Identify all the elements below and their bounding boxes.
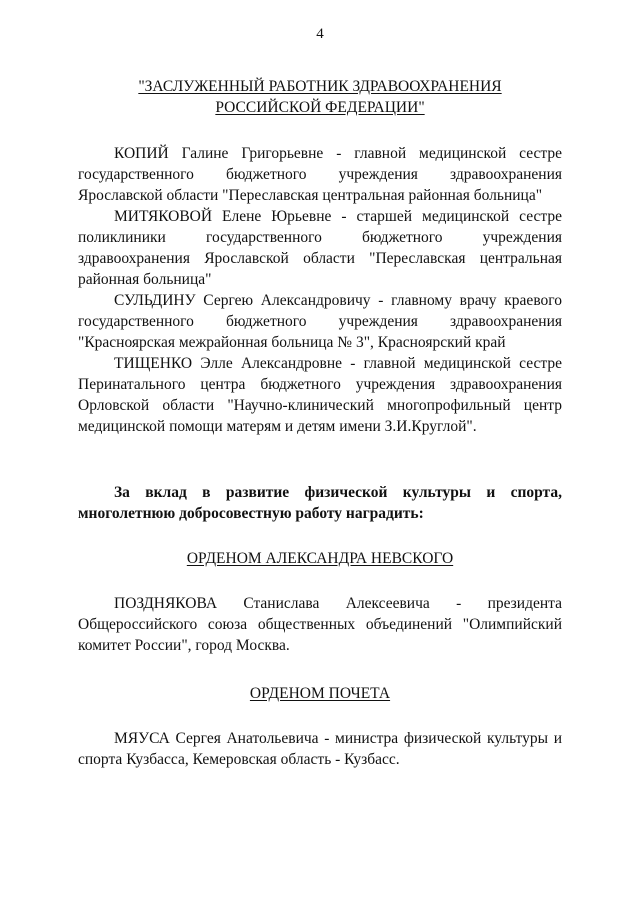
award-entry: МИТЯКОВОЙ Елене Юрьевне - старшей медицинской сестре поликлиники государственного бюджетного учреждения здравоохранения Ярославской области "Переславская центральная районная больница": [78, 208, 562, 288]
section-title-order-nevsky: ОРДЕНОМ АЛЕКСАНДРА НЕВСКОГО: [186, 550, 454, 567]
award-list-health-workers: [78, 143, 562, 437]
section-title-order-honor: ОРДЕНОМ ПОЧЕТА: [249, 685, 391, 702]
award-entry: ПОЗДНЯКОВА Станислава Алексеевича - президента Общероссийского союза общественных объединений "Олимпийский комитет России", город Москва.: [78, 595, 562, 654]
award-list-order-nevsky: [78, 593, 562, 656]
award-list-order-honor: [78, 728, 562, 770]
section-title-line-2: РОССИЙСКОЙ ФЕДЕРАЦИИ": [215, 99, 425, 116]
award-entry: КОПИЙ Галине Григорьевне - главной медицинской сестре государственного бюджетного учреждения здравоохранения Ярославской области "Переславская центральная районная больница": [78, 145, 562, 204]
award-entry: ТИЩЕНКО Элле Александровне - главной медицинской сестре Перинатального центра бюджетного учреждения здравоохранения Орловской области "Научно-клинический многопрофильный центр медицинской помощи матерям и детям имени З.И.Круглой".: [78, 355, 562, 435]
award-intro-sport: За вклад в развитие физической культуры и спорта, многолетнюю добросовестную работу наградить:: [78, 484, 562, 522]
award-entry: СУЛЬДИНУ Сергею Александровичу - главному врачу краевого государственного бюджетного учреждения здравоохранения "Красноярская межрайонная больница № 3", Красноярский край: [78, 292, 562, 351]
section-title-line-1: "ЗАСЛУЖЕННЫЙ РАБОТНИК ЗДРАВООХРАНЕНИЯ: [138, 78, 502, 95]
award-entry: МЯУСА Сергея Анатольевича - министра физической культуры и спорта Кузбасса, Кемеровская область - Кузбасс.: [78, 730, 562, 768]
page-number: 4: [316, 26, 324, 42]
section-title-honored-health-worker: [78, 76, 562, 118]
